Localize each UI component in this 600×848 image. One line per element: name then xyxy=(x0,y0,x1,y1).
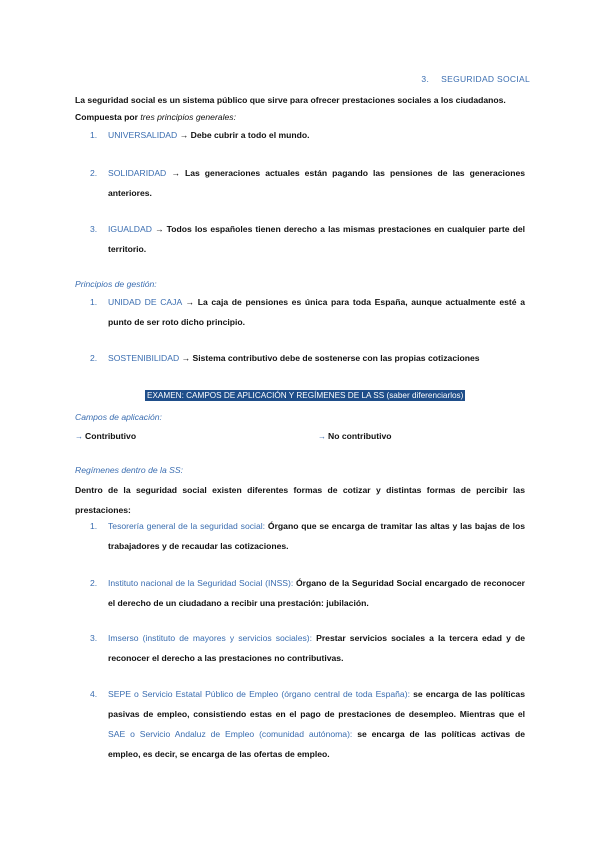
regimen-desc: se encarga de las políticas pasivas de empleo, consistiendo estas en el pago de prestaciones de desempleo. Mientras que el xyxy=(108,689,525,719)
intro-compuesta-italic: tres principios generales: xyxy=(140,112,236,122)
regimen-desc: Prestar servicios sociales a la tercera edad y de reconocer el derecho a las prestaciones no contributivas. xyxy=(108,633,525,663)
regimen-desc: Órgano que se encarga de tramitar las altas y las bajas de los trabajadores y de recaudar las cotizaciones. xyxy=(108,521,526,551)
list-number: 1. xyxy=(90,297,98,307)
list-item-universalidad xyxy=(90,125,525,145)
principle-key: SOLIDARIDAD xyxy=(108,168,167,178)
campo-contributivo xyxy=(75,431,136,441)
principle-desc: La caja de pensiones es única para toda España, aunque actualmente esté a punto de ser roto dicho principio. xyxy=(108,297,526,327)
list-number: 2. xyxy=(90,578,98,588)
regimen-key: Tesorería general de la seguridad social: xyxy=(108,521,266,531)
regimen-desc: Órgano de la Seguridad Social encargado de reconocer el derecho de un ciudadano a recibir una prestación: jubilación. xyxy=(108,578,526,608)
principle-key: UNIDAD DE CAJA xyxy=(108,297,182,307)
section-title-text: SEGURIDAD SOCIAL xyxy=(441,74,530,84)
list-number: 3. xyxy=(90,224,98,234)
intro-text: La seguridad social es un sistema público que sirve para ofrecer prestaciones sociales a los ciudadanos. xyxy=(75,95,506,105)
arrow-icon: → xyxy=(181,353,191,363)
campo-label: Contributivo xyxy=(85,431,137,441)
principle-key: UNIVERSALIDAD xyxy=(108,130,178,140)
principle-key: SOSTENIBILIDAD xyxy=(108,353,180,363)
arrow-icon: → xyxy=(171,168,180,178)
regimen-key-sae: SAE o Servicio Andaluz de Empleo (comunidad autónoma): xyxy=(108,729,353,739)
campo-label: No contributivo xyxy=(328,431,392,441)
intro-compuesta-bold: Compuesta por xyxy=(75,112,141,122)
intro-paragraph xyxy=(75,90,525,110)
principle-desc: Debe cubrir a todo el mundo. xyxy=(190,130,310,140)
list-number: 1. xyxy=(90,130,98,140)
arrow-icon: → xyxy=(185,297,195,307)
regimen-key: SEPE o Servicio Estatal Público de Empleo (órgano central de toda España): xyxy=(108,689,410,699)
list-item-unidad-de-caja xyxy=(90,292,525,332)
section-number: 3. xyxy=(421,74,430,84)
list-number: 2. xyxy=(90,168,98,178)
list-item-solidaridad xyxy=(90,163,525,203)
campo-no-contributivo xyxy=(318,431,392,441)
regimen-key: Instituto nacional de la Seguridad Social (INSS): xyxy=(108,578,294,588)
list-item-sepe xyxy=(90,684,525,764)
arrow-icon: → xyxy=(155,224,164,234)
regimen-key: Imserso (instituto de mayores y servicios sociales): xyxy=(108,633,313,643)
principle-desc: Sistema contributivo debe de sostenerse con las propias cotizaciones xyxy=(192,353,480,363)
principle-desc: Todos los españoles tienen derecho a las mismas prestaciones en cualquier parte del territorio. xyxy=(108,224,526,254)
list-item-sostenibilidad xyxy=(90,348,525,368)
list-item-inss xyxy=(90,573,525,613)
list-item-igualdad xyxy=(90,219,525,259)
list-number: 2. xyxy=(90,353,98,363)
campos-heading: Campos de aplicación: xyxy=(75,412,162,422)
principle-desc: Las generaciones actuales están pagando las pensiones de las generaciones anteriores. xyxy=(108,168,526,198)
arrow-icon: → xyxy=(179,130,189,140)
intro-compuesta xyxy=(75,112,236,122)
principle-key: IGUALDAD xyxy=(108,224,152,234)
regimen-desc-sae: se encarga de las políticas activas de empleo, es decir, se encarga de las ofertas de empleo. xyxy=(108,729,526,759)
list-number: 3. xyxy=(90,633,98,643)
list-item-imserso xyxy=(90,628,525,668)
regimenes-heading: Regímenes dentro de la SS: xyxy=(75,465,183,475)
list-item-tesoreria xyxy=(90,516,525,556)
list-number: 1. xyxy=(90,521,98,531)
exam-highlight-banner: EXAMEN: CAMPOS DE APLICACIÓN Y REGÍMENES DE LA SS (saber diferenciarlos) xyxy=(147,391,464,400)
arrow-icon: → xyxy=(75,432,83,441)
regimenes-intro: Dentro de la seguridad social existen diferentes formas de cotizar y distintas formas de percibir las prestaciones: xyxy=(75,485,525,515)
arrow-icon: → xyxy=(318,432,326,441)
list-number: 4. xyxy=(90,689,98,699)
gestion-heading: Principios de gestión: xyxy=(75,279,157,289)
section-title xyxy=(421,74,530,84)
